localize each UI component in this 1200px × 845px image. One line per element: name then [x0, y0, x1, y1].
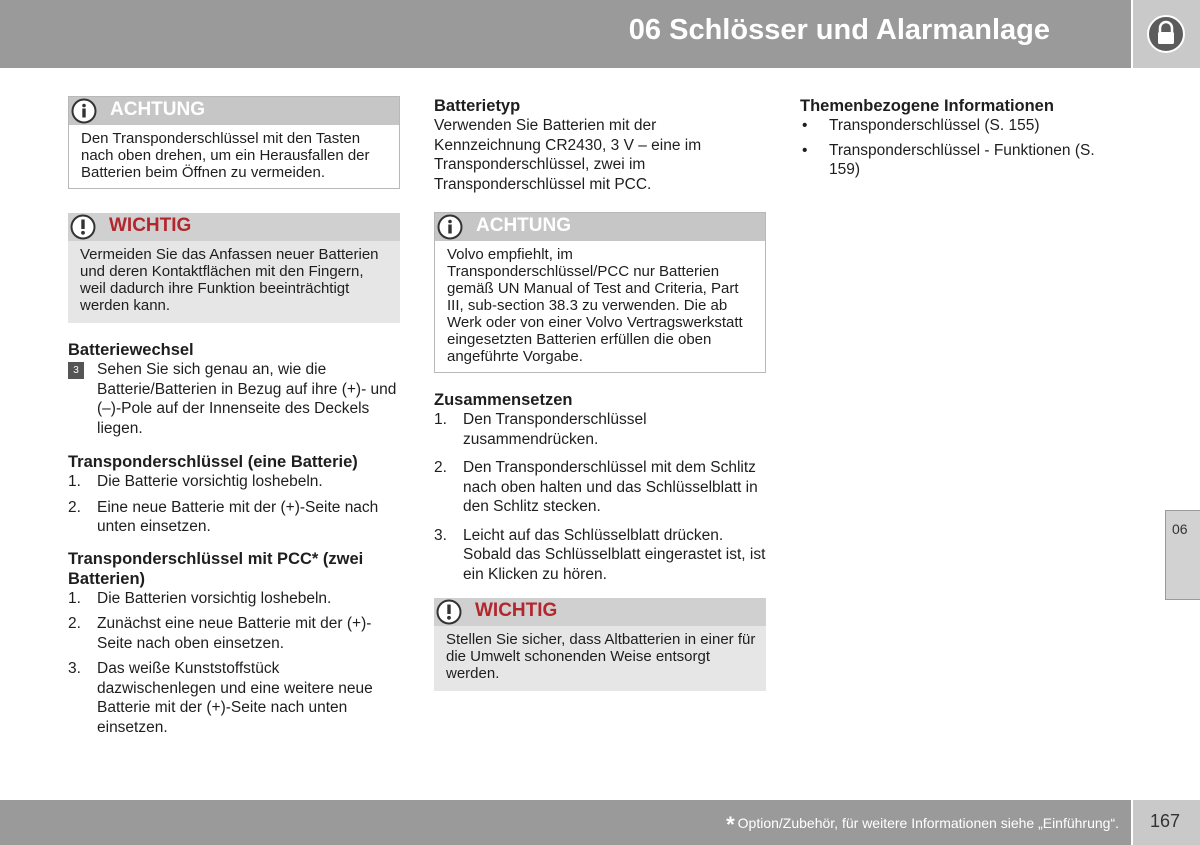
important-title: WICHTIG: [109, 215, 192, 236]
important-text: Stellen Sie sicher, dass Altbatterien in einer für die Umwelt schonenden Weise entsorgt werden.: [434, 626, 766, 691]
list-item: 2. Zunächst eine neue Batterie mit der (+)-Seite nach oben einsetzen.: [68, 615, 372, 652]
warning-header: [69, 97, 399, 125]
side-tab-label: 06: [1172, 521, 1188, 537]
footnote-text: Option/Zubehör, für weitere Informationen siehe „Einführung“.: [737, 815, 1119, 831]
column-middle: [434, 96, 766, 691]
battery-type-heading: Batterietyp: [434, 97, 521, 115]
chapter-side-tab: [1165, 510, 1200, 600]
important-box: [68, 213, 400, 323]
list-item: 2. Eine neue Batterie mit der (+)-Seite nach unten einsetzen.: [68, 498, 379, 535]
list-item: 1. Den Transponderschlüssel zusammendrücken.: [434, 411, 647, 448]
list-item: 3. Das weiße Kunststoffstück dazwischenlegen und eine weitere neue Batterie mit der (+)-Seite nach unten einsetzen.: [68, 660, 373, 736]
battery-change-heading: Batteriewechsel: [68, 341, 194, 359]
page-number-box: [1133, 800, 1200, 845]
warning-title: ACHTUNG: [110, 99, 205, 120]
info-icon: [71, 98, 97, 124]
footnote-star: *: [726, 812, 735, 837]
related-link[interactable]: • Transponderschlüssel - Funktionen (S. 159): [802, 141, 1095, 178]
assemble-list: [434, 410, 766, 584]
related-list: [800, 116, 1100, 180]
info-icon: [437, 214, 463, 240]
important-header: [68, 213, 400, 241]
list-item: 2. Den Transponderschlüssel mit dem Schlitz nach oben halten und das Schlüsselblatt in den Schlitz stecken.: [434, 459, 758, 515]
list-item: 3. Leicht auf das Schlüsselblatt drücken. Sobald das Schlüsselblatt eingerastet ist, ist ein Klicken zu hören.: [434, 526, 766, 583]
important-box: [434, 598, 766, 691]
related-link[interactable]: • Transponderschlüssel (S. 155): [802, 117, 1040, 134]
page-number: 167: [1150, 811, 1181, 831]
battery-type-text: Verwenden Sie Batterien mit der Kennzeichnung CR2430, 3 V – eine im Transponderschlüssel, zwei im Transponderschlüssel mit PCC.: [434, 117, 702, 193]
assemble-heading: Zusammensetzen: [434, 391, 573, 409]
step-badge: 3: [68, 362, 84, 379]
list-item: 1. Die Batterie vorsichtig loshebeln.: [68, 473, 323, 490]
lock-icon: [1146, 14, 1186, 54]
chapter-title: 06 Schlösser und Alarmanlage: [628, 14, 1050, 46]
one-battery-list: [68, 472, 400, 537]
page-header: [0, 0, 1131, 68]
important-text: Vermeiden Sie das Anfassen neuer Batterien und deren Kontaktflächen mit den Fingern, weil dadurch ihre Funktion beeinträchtigt werden kann.: [68, 241, 400, 323]
pcc-list: [68, 589, 400, 738]
important-header: [434, 598, 766, 626]
column-right: [800, 96, 1100, 185]
warning-text: Volvo empfiehlt, im Transponderschlüssel/PCC nur Batterien gemäß UN Manual of Test and Criteria, Part III, sub-section 38.3 zu verwenden. Die ab Werk oder von einer Volvo Vertragswerkstatt eingesetzten Batterien erfüllen die oben angeführte Vorgabe.: [447, 246, 743, 365]
page-footer: [0, 800, 1131, 845]
warning-title: ACHTUNG: [476, 215, 571, 236]
chapter-icon-box: [1133, 0, 1200, 68]
step-item: [68, 360, 400, 438]
warning-header: [435, 213, 765, 241]
exclamation-icon: [70, 214, 96, 240]
column-left: [68, 96, 400, 743]
step-text: Sehen Sie sich genau an, wie die Batterie/Batterien in Bezug auf ihre (+)- und (–)-Pole auf der Innenseite des Deckels liegen.: [97, 361, 397, 437]
list-item: 1. Die Batterien vorsichtig loshebeln.: [68, 589, 332, 607]
warning-box: [68, 96, 400, 189]
one-battery-heading: Transponderschlüssel (eine Batterie): [68, 453, 358, 471]
pcc-heading: Transponderschlüssel mit PCC* (zwei Batterien): [68, 549, 364, 588]
important-title: WICHTIG: [475, 600, 558, 621]
exclamation-icon: [436, 599, 462, 625]
warning-box: [434, 212, 766, 373]
warning-text: Den Transponderschlüssel mit den Tasten nach oben drehen, um ein Herausfallen der Batterien beim Öffnen zu vermeiden.: [81, 130, 370, 181]
related-heading: Themenbezogene Informationen: [800, 97, 1054, 115]
footnote: [726, 812, 1119, 838]
